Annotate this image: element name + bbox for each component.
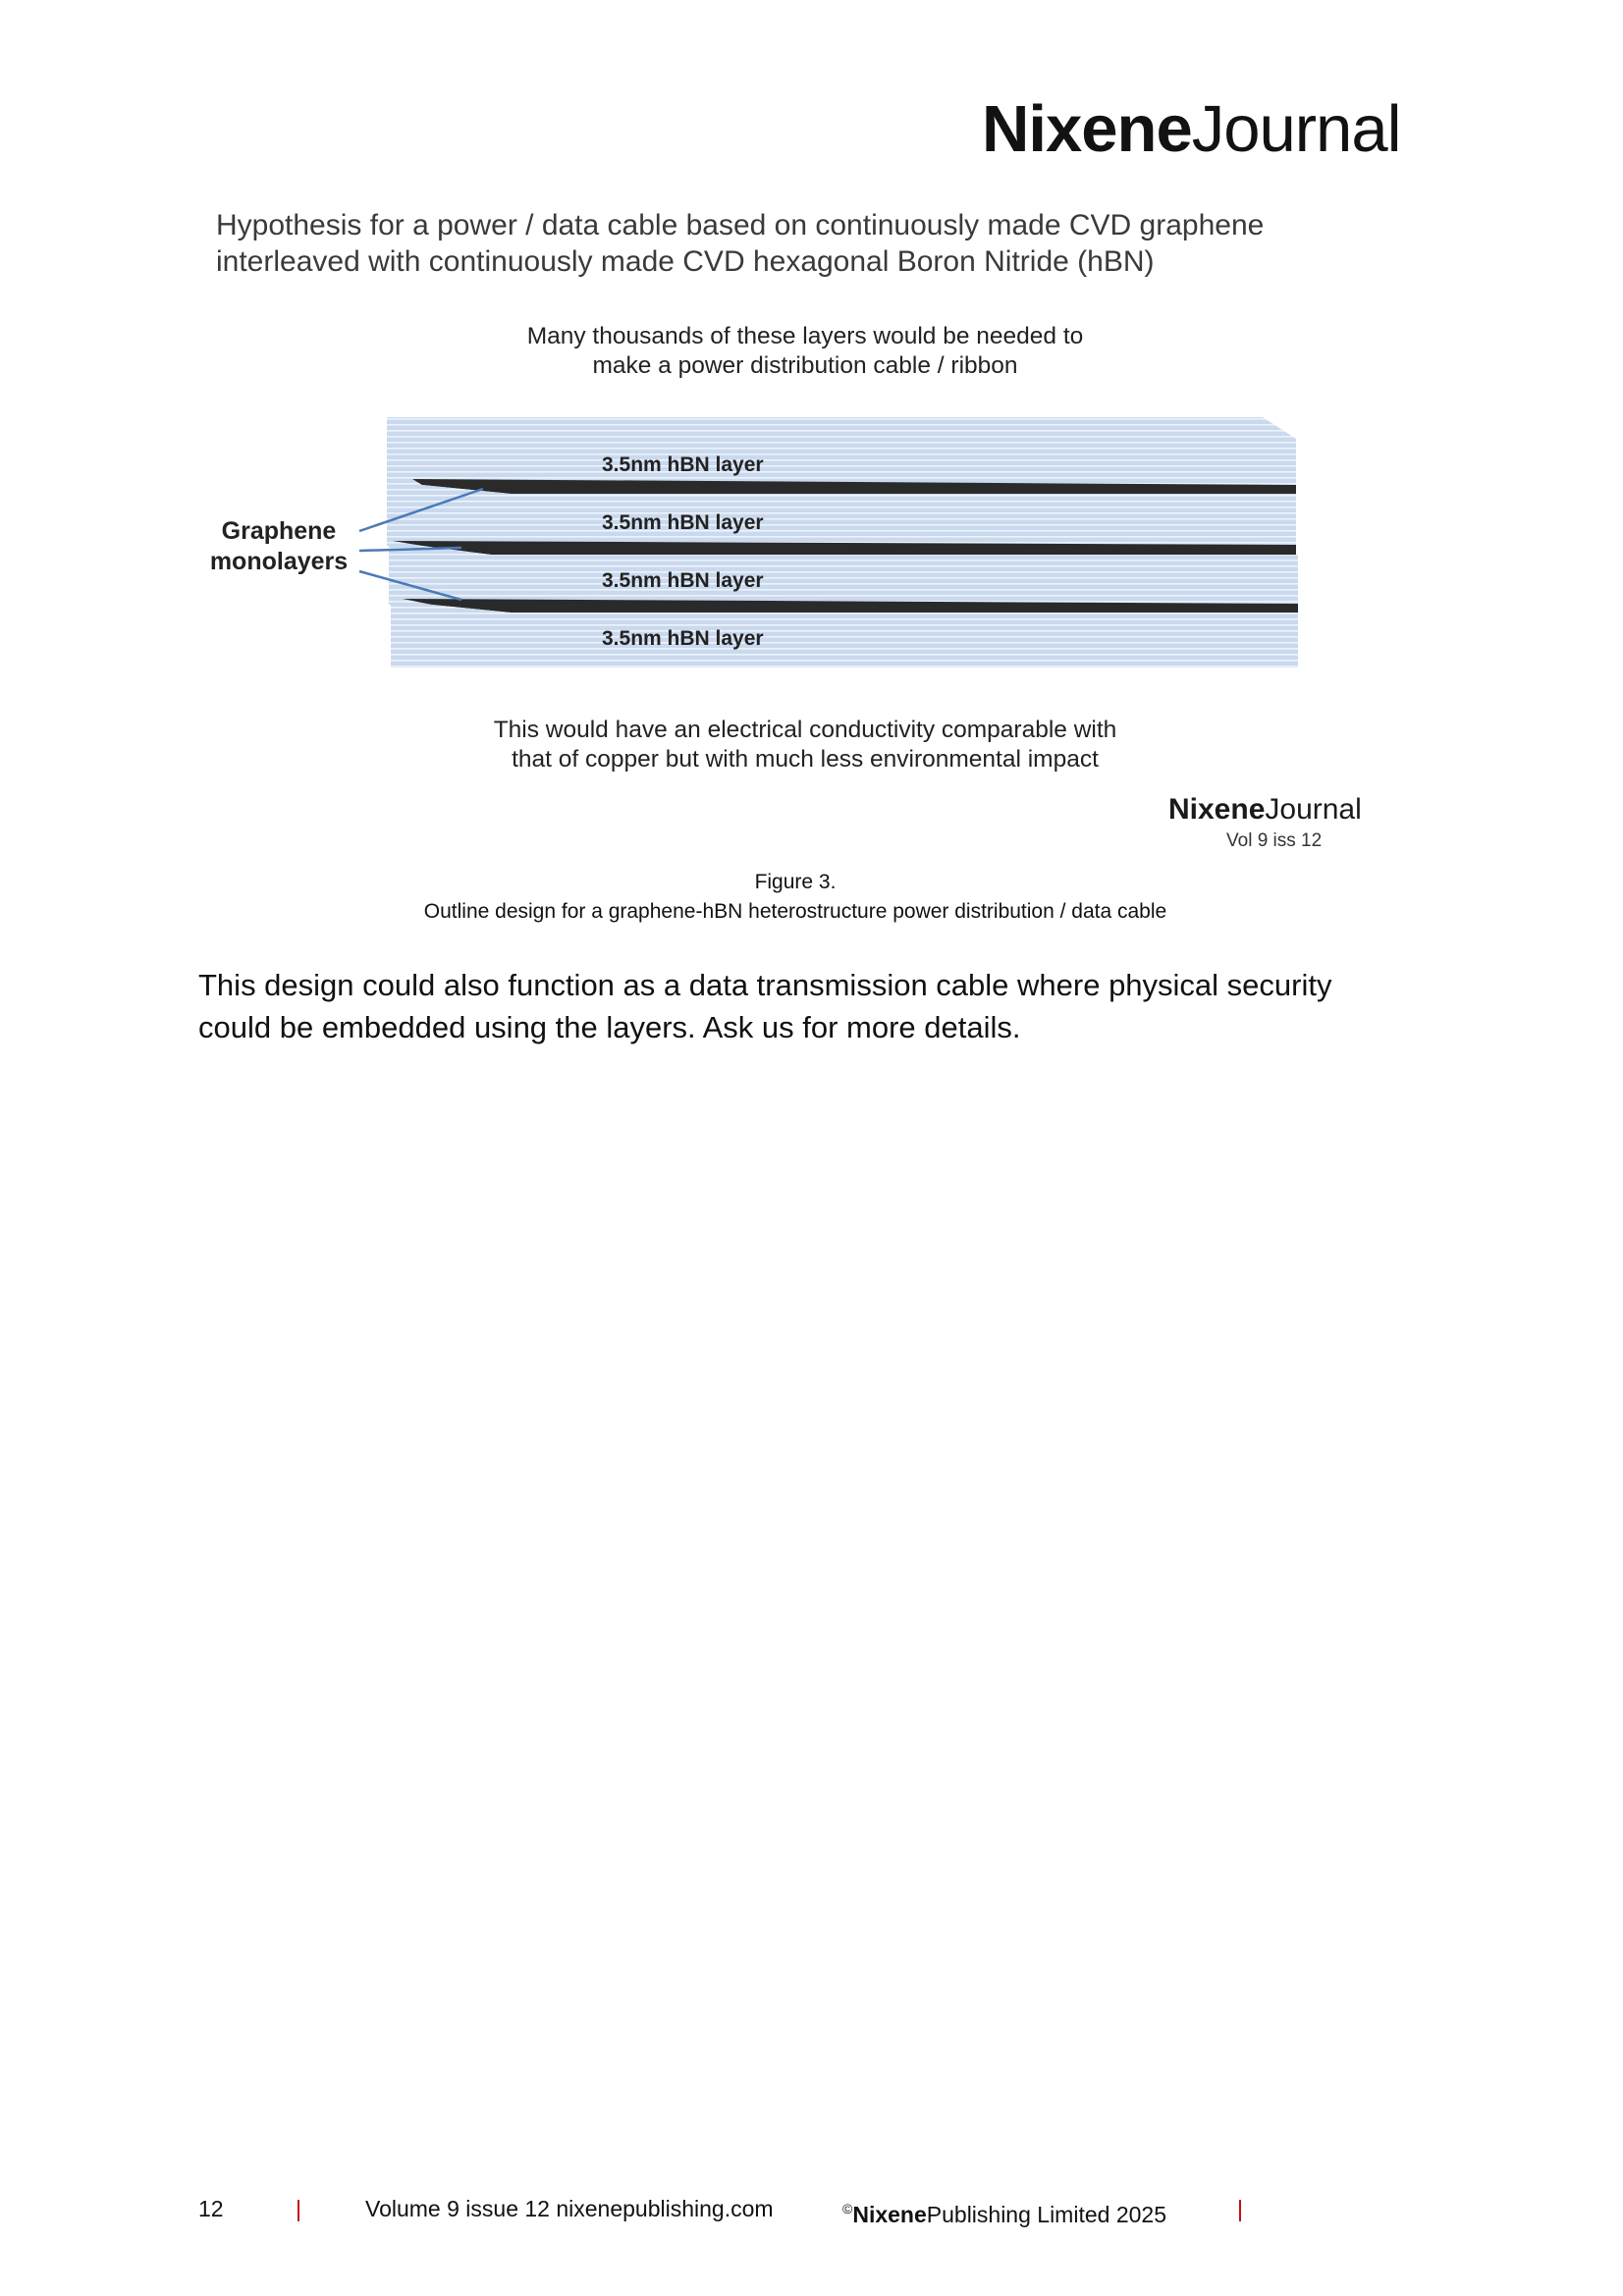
masthead-bold: Nixene bbox=[982, 92, 1192, 166]
copyright-symbol: © bbox=[842, 2201, 853, 2216]
top-note-line: make a power distribution cable / ribbon bbox=[592, 352, 1018, 379]
figure-title-line: Hypothesis for a power / data cable based on continuously made CVD graphene bbox=[216, 209, 1265, 241]
figure-caption bbox=[196, 868, 1394, 927]
figure-title-line: interleaved with continuously made CVD hexagonal Boron Nitride (hBN) bbox=[216, 245, 1155, 278]
figure-number: Figure 3. bbox=[754, 871, 837, 893]
footer-publisher-rest: Publishing Limited 2025 bbox=[926, 2202, 1166, 2227]
page-number: 12 bbox=[198, 2196, 224, 2221]
body-paragraph bbox=[198, 964, 1416, 1048]
layer-stack-diagram bbox=[0, 0, 1623, 746]
hbn-layer-label: 3.5nm hBN layer bbox=[602, 454, 764, 476]
hbn-layer-label: 3.5nm hBN layer bbox=[602, 511, 764, 534]
footer-copyright bbox=[842, 2195, 1166, 2228]
graphene-monolayers-label bbox=[196, 516, 361, 577]
top-note-line: Many thousands of these layers would be needed to bbox=[526, 323, 1084, 349]
footer-volume-site: Volume 9 issue 12 nixenepublishing.com bbox=[365, 2196, 774, 2221]
figure-mark-bold: Nixene bbox=[1168, 793, 1266, 826]
masthead-regular: Journal bbox=[1191, 92, 1401, 166]
figure-journal-mark bbox=[1168, 792, 1362, 828]
hbn-layer-label: 3.5nm hBN layer bbox=[602, 627, 764, 650]
bottom-note-line: This would have an electrical conductivity comparable with bbox=[493, 717, 1117, 743]
body-line: This design could also function as a data transmission cable where physical security bbox=[198, 968, 1332, 1002]
figure-bottom-note bbox=[422, 716, 1188, 774]
hbn-layer-1 bbox=[387, 417, 1296, 488]
graphene-label-line: monolayers bbox=[209, 548, 349, 575]
graphene-label-line: Graphene bbox=[221, 517, 337, 545]
bottom-note-line: that of copper but with much less environmental impact bbox=[512, 746, 1099, 773]
figure-mark-regular: Journal bbox=[1265, 793, 1362, 826]
figure-volume-mark: Vol 9 iss 12 bbox=[1226, 830, 1323, 851]
body-line: could be embedded using the layers. Ask us for more details. bbox=[198, 1010, 1021, 1044]
figure-description: Outline design for a graphene-hBN heterostructure power distribution / data cable bbox=[423, 900, 1167, 923]
hbn-layer-label: 3.5nm hBN layer bbox=[602, 569, 764, 592]
footer-separator: | bbox=[1237, 2196, 1243, 2221]
footer-separator: | bbox=[296, 2196, 301, 2221]
footer-publisher-bold: Nixene bbox=[852, 2202, 927, 2227]
